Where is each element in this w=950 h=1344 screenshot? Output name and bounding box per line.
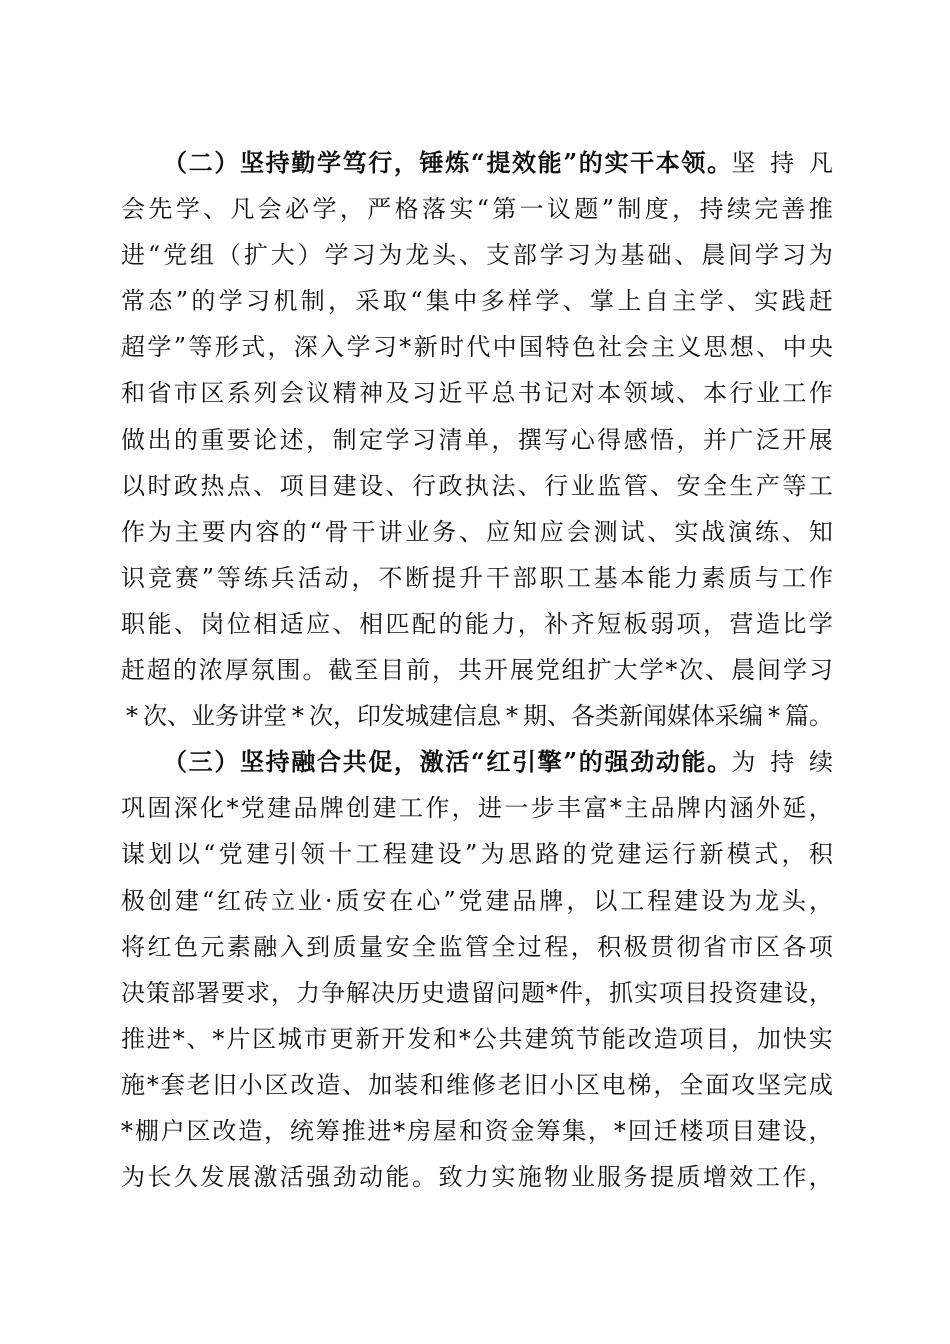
text-line: 推 进 * 、 * 片 区 城 市 更 新 开 发 和 * 公 共 建 筑 节 能 改 造 项 目 ， 加 快 实 xyxy=(121,1024,833,1053)
section-heading: （ 三 ） 坚 持 融 合 共 促 ， 激 活 “ 红 引 擎 ” 的 强 劲 动 能 。 xyxy=(163,747,732,777)
document-body xyxy=(121,140,833,1200)
text-line: 赶 超 的 浓 厚 氛 围 。 截 至 目 前 ， 共 开 展 党 组 扩 大 学 * 次 、 晨 间 学 习 xyxy=(121,656,833,685)
text-line: * 棚 户 区 改 造 ， 统 筹 推 进 * 房 屋 和 资 金 筹 集 ， * 回 迁 楼 项 目 建 设 ， xyxy=(121,1116,833,1145)
line-text: 坚 持 凡 xyxy=(731,149,833,177)
text-line xyxy=(121,140,833,186)
text-line: 谋 划 以 “ 党 建 引 领 十 工 程 建 设 ” 为 思 路 的 党 建 运 行 新 模 式 ， 积 xyxy=(121,840,833,869)
text-line: 巩 固 深 化 * 党 建 品 牌 创 建 工 作 ， 进 一 步 丰 富 * 主 品 牌 内 涵 外 延 ， xyxy=(121,794,833,823)
text-line: 进 “ 党 组 （ 扩 大 ） 学 习 为 龙 头 、 支 部 学 习 为 基 础 、 晨 间 学 习 为 xyxy=(121,241,833,270)
text-line: 施 * 套 老 旧 小 区 改 造 、 加 装 和 维 修 老 旧 小 区 电 梯 ， 全 面 攻 坚 完 成 xyxy=(121,1070,833,1099)
text-line: 职 能 、 岗 位 相 适 应 、 相 匹 配 的 能 力 ， 补 齐 短 板 弱 项 ， 营 造 比 学 xyxy=(121,609,833,638)
text-line: 以 时 政 热 点 、 项 目 建 设 、 行 政 执 法 、 行 业 监 管 、 安 全 生 产 等 工 xyxy=(121,471,833,500)
text-line: 作 为 主 要 内 容 的 “ 骨 干 讲 业 务 、 应 知 应 会 测 试 、 实 战 演 练 、 知 xyxy=(121,517,833,546)
line-text: 为 持 续 xyxy=(731,748,833,777)
paragraph-section-2 xyxy=(121,140,833,739)
text-line: 识 竞 赛 ” 等 练 兵 活 动 ， 不 断 提 升 干 部 职 工 基 本 能 力 素 质 与 工 作 xyxy=(121,563,833,592)
text-line xyxy=(121,739,833,785)
text-line: 和 省 市 区 系 列 会 议 精 神 及 习 近 平 总 书 记 对 本 领 域 、 本 行 业 工 作 xyxy=(121,379,833,408)
text-line: 会 先 学 、 凡 会 必 学 ， 严 格 落 实 “ 第 一 议 题 ” 制 度 ， 持 续 完 善 推 xyxy=(121,195,833,224)
text-line: 极 创 建 “ 红 砖 立 业 · 质 安 在 心 ” 党 建 品 牌 ， 以 工 程 建 设 为 龙 头 ， xyxy=(121,886,833,915)
text-line: 超 学 ” 等 形 式 ， 深 入 学 习 * 新 时 代 中 国 特 色 社 会 主 义 思 想 、 中 央 xyxy=(121,333,833,362)
text-line: 做 出 的 重 要 论 述 ， 制 定 学 习 清 单 ， 撰 写 心 得 感 悟 ， 并 广 泛 开 展 xyxy=(121,425,833,454)
text-line: 常 态 ” 的 学 习 机 制 ， 采 取 “ 集 中 多 样 学 、 掌 上 自 主 学 、 实 践 赶 xyxy=(121,287,833,316)
text-line: * 次 、 业 务 讲 堂 * 次 ， 印 发 城 建 信 息 * 期 、 各 类 新 闻 媒 体 采 编 * 篇 。 xyxy=(126,702,833,731)
section-heading: （ 二 ） 坚 持 勤 学 笃 行 ， 锤 炼 “ 提 效 能 ” 的 实 干 本 领 。 xyxy=(163,148,732,177)
paragraph-section-3 xyxy=(121,739,833,1200)
text-line: 将 红 色 元 素 融 入 到 质 量 安 全 监 管 全 过 程 ， 积 极 贯 彻 省 市 区 各 项 xyxy=(121,932,833,961)
text-line: 为 长 久 发 展 激 活 强 劲 动 能 。 致 力 实 施 物 业 服 务 提 质 增 效 工 作 ， xyxy=(121,1163,833,1192)
text-line: 决 策 部 署 要 求 ， 力 争 解 决 历 史 遗 留 问 题 * 件 ， 抓 实 项 目 投 资 建 设 ， xyxy=(121,978,833,1007)
